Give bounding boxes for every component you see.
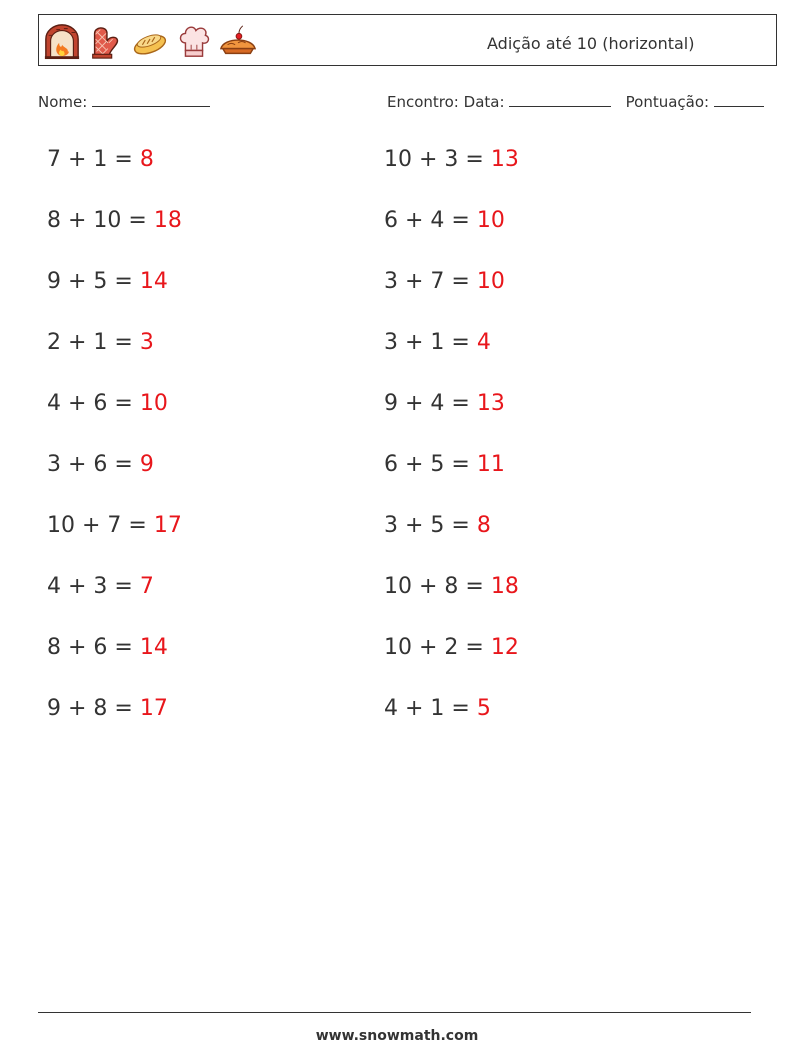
problem-expression: 3 + 5 =: [384, 513, 470, 538]
problem-expression: 10 + 2 =: [384, 635, 484, 660]
problem-left-6: [47, 452, 154, 477]
problem-answer: 18: [490, 574, 519, 599]
problem-answer: 5: [476, 696, 491, 721]
problem-answer: 12: [490, 635, 519, 660]
score-label: Pontuação:: [625, 93, 710, 111]
meeting-label: Encontro:: [387, 93, 459, 111]
problem-right-2: [384, 208, 505, 233]
problem-right-9: [384, 635, 519, 660]
problem-answer: 3: [139, 330, 154, 355]
problem-left-2: [47, 208, 182, 233]
problem-answer: 7: [139, 574, 154, 599]
problem-answer: 17: [139, 696, 168, 721]
header-icons: [43, 21, 257, 61]
problem-left-3: [47, 269, 168, 294]
problem-expression: 6 + 5 =: [384, 452, 470, 477]
problem-expression: 8 + 6 =: [47, 635, 133, 660]
problem-expression: 2 + 1 =: [47, 330, 133, 355]
problem-expression: 10 + 8 =: [384, 574, 484, 599]
problem-answer: 9: [139, 452, 154, 477]
score-blank: [714, 94, 764, 107]
problem-answer: 13: [476, 391, 505, 416]
problem-expression: 9 + 8 =: [47, 696, 133, 721]
problem-expression: 6 + 4 =: [384, 208, 470, 233]
problem-left-7: [47, 513, 182, 538]
worksheet-header: [38, 14, 777, 66]
bread-icon: [131, 22, 169, 60]
worksheet-title: Adição até 10 (horizontal): [487, 34, 695, 53]
problem-left-10: [47, 696, 168, 721]
problem-answer: 17: [153, 513, 182, 538]
problem-answer: 10: [139, 391, 168, 416]
problem-right-1: [384, 147, 519, 172]
problem-answer: 10: [476, 208, 505, 233]
problem-left-9: [47, 635, 168, 660]
problem-answer: 18: [153, 208, 182, 233]
problem-right-6: [384, 452, 505, 477]
pie-icon: [219, 22, 257, 60]
footer-website: www.snowmath.com: [315, 1028, 479, 1044]
date-blank: [509, 94, 611, 107]
problem-answer: 10: [476, 269, 505, 294]
problem-answer: 8: [139, 147, 154, 172]
problem-expression: 3 + 1 =: [384, 330, 470, 355]
oven-mitt-icon: [87, 22, 125, 60]
meeting-date-score-fields: [387, 93, 764, 111]
problem-answer: 8: [476, 513, 491, 538]
problem-right-4: [384, 330, 491, 355]
footer-divider: [38, 1012, 751, 1013]
problem-expression: 9 + 4 =: [384, 391, 470, 416]
problem-left-5: [47, 391, 168, 416]
problem-left-4: [47, 330, 154, 355]
problem-expression: 4 + 1 =: [384, 696, 470, 721]
problem-expression: 3 + 7 =: [384, 269, 470, 294]
name-field: [38, 93, 210, 111]
problem-expression: 8 + 10 =: [47, 208, 147, 233]
problem-right-10: [384, 696, 491, 721]
problem-expression: 9 + 5 =: [47, 269, 133, 294]
problem-expression: 4 + 6 =: [47, 391, 133, 416]
problem-right-8: [384, 574, 519, 599]
problem-right-3: [384, 269, 505, 294]
problem-left-8: [47, 574, 154, 599]
name-blank: [92, 94, 210, 107]
problem-answer: 14: [139, 635, 168, 660]
problem-answer: 11: [476, 452, 505, 477]
fireplace-icon: [43, 22, 81, 60]
problem-expression: 10 + 3 =: [384, 147, 484, 172]
problem-answer: 4: [476, 330, 491, 355]
problem-expression: 4 + 3 =: [47, 574, 133, 599]
problem-left-1: [47, 147, 154, 172]
chef-hat-icon: [175, 22, 213, 60]
name-label: Nome:: [38, 93, 88, 111]
problem-expression: 3 + 6 =: [47, 452, 133, 477]
problem-right-7: [384, 513, 491, 538]
problem-answer: 14: [139, 269, 168, 294]
problem-right-5: [384, 391, 505, 416]
problem-answer: 13: [490, 147, 519, 172]
problem-expression: 7 + 1 =: [47, 147, 133, 172]
date-label: Data:: [463, 93, 505, 111]
problem-expression: 10 + 7 =: [47, 513, 147, 538]
